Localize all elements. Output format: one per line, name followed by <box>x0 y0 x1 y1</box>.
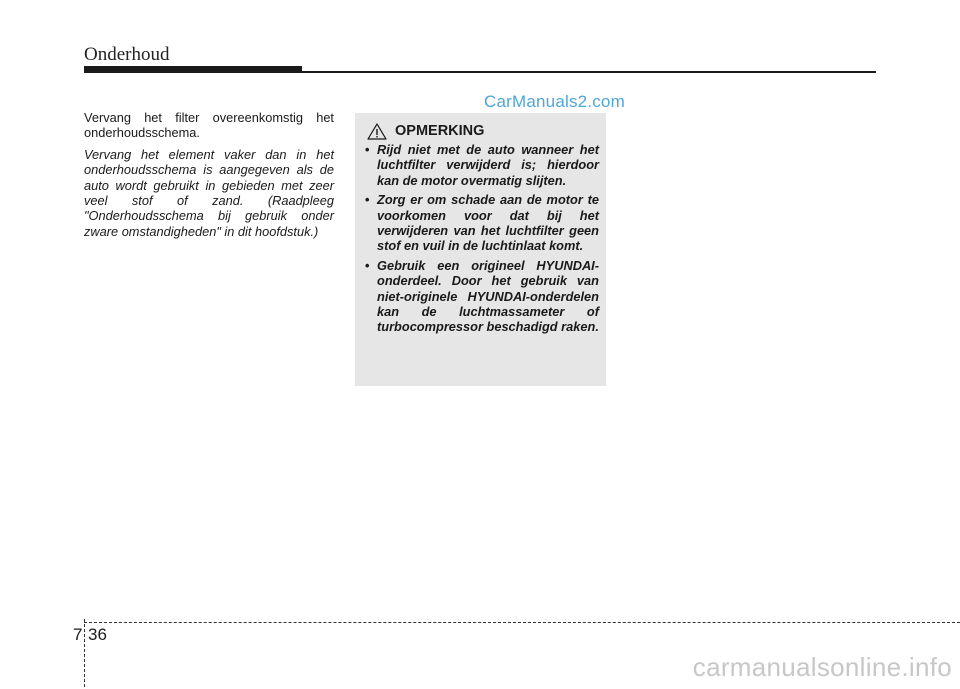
note-item: • Zorg er om schade aan de motor te voorkomen voor dat bij het verwijderen van het luchtfilter geen stof en vuil in de luchtinlaat komt. <box>365 192 599 254</box>
watermark-bottom: carmanualsonline.info <box>692 652 952 682</box>
warning-triangle-icon <box>367 123 387 140</box>
note-item: • Rijd niet met de auto wanneer het luchtfilter verwijderd is; hierdoor kan de motor overmatig slijten. <box>365 142 599 188</box>
left-column <box>84 110 334 245</box>
watermark-top: CarManuals2.com <box>484 92 625 111</box>
note-title: OPMERKING <box>395 123 485 139</box>
page-number: 36 <box>88 625 107 644</box>
chapter-number: 7 <box>73 625 83 644</box>
note-box <box>355 113 606 386</box>
note-list <box>365 142 599 339</box>
note-item: • Gebruik een origineel HYUNDAI-onderdeel. Door het gebruik van niet-originele HYUNDAI-onderdelen kan de luchtmassameter of turbocompressor beschadigd raken. <box>365 257 599 335</box>
header-rule-thick <box>84 66 302 73</box>
note-header <box>367 122 484 140</box>
body-paragraph: Vervang het filter overeenkomstig het onderhoudsschema. <box>84 110 334 141</box>
page-separator <box>84 619 86 687</box>
body-paragraph-italic: Vervang het element vaker dan in het onderhoudsschema is aangegeven als de auto wordt gebruikt in gebieden met zeer veel stof of zand. (Raadpleeg "Onderhoudsschema bij gebruik onder zware omstandigheden" in dit hoofdstuk.) <box>84 146 334 239</box>
footer-rule <box>84 622 960 623</box>
header-rule-thin <box>302 71 876 73</box>
page-section-title: Onderhoud <box>84 44 170 65</box>
